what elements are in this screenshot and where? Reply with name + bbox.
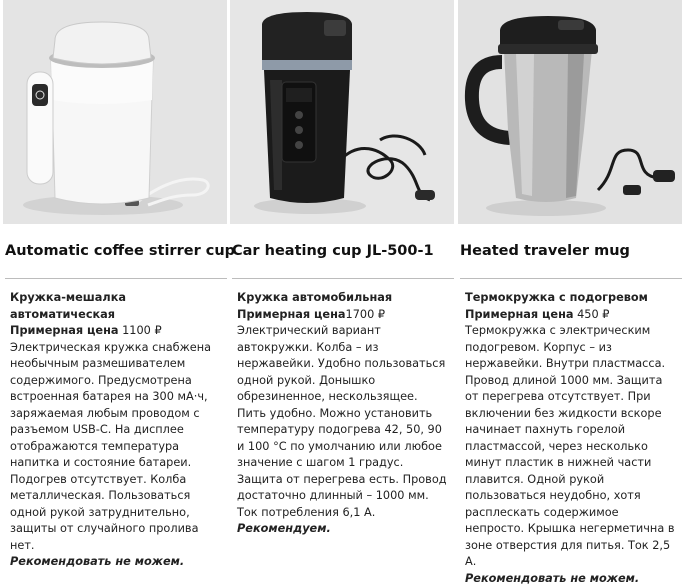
car-cup-illustration (230, 0, 454, 224)
review-verdict: Рекомендовать не можем. (10, 554, 222, 571)
price-value: 1100 ₽ (119, 324, 162, 337)
product-card-car-cup (230, 0, 454, 538)
review-title: Кружка-мешалка автоматическая (10, 290, 222, 323)
product-card-traveler-mug (458, 0, 682, 587)
product-review (458, 279, 677, 587)
product-card-stirrer (3, 0, 227, 571)
price-value: 1700 ₽ (346, 308, 386, 321)
product-review (3, 279, 222, 571)
price-label: Примерная цена (10, 324, 119, 337)
stirrer-cup-illustration (3, 0, 227, 224)
product-name: Car heating cup JL-500-1 (230, 224, 454, 278)
review-text: Электрическая кружка снабжена необычным размешивателем содержимого. Предусмотрена встроенная батарея на 300 мА·ч, заряжаемая любым проводом с разъемом USB‑C. На дисплее отображаются температура напитка и состояние батареи. Подогрев отсутствует. Колба металлическая. Пользоваться одной рукой затруднительно, защиты от случайного пролива нет. (10, 340, 222, 555)
product-photo-traveler-mug (458, 0, 682, 224)
review-text: Электрический вариант автокружки. Колба – из нержавейки. Удобно пользоваться одной рукой. Донышко обрезиненное, нескользящее. Пить удобно. Можно установить температуру подогрева 42, 50, 90 и 100 °С по умолчанию или любое значение с шагом 1 градус. Защита от перегрева есть. Провод достаточно длинный – 1000 мм. Ток потребления 6,1 А. (237, 323, 449, 521)
product-photo-stirrer-cup (3, 0, 227, 224)
product-review (230, 279, 449, 538)
product-name: Heated traveler mug (458, 224, 682, 278)
price-label: Примерная цена (237, 308, 346, 321)
review-title: Термокружка с подогревом (465, 290, 677, 307)
traveler-mug-illustration (458, 0, 682, 224)
price-value: 450 ₽ (574, 308, 610, 321)
price-label: Примерная цена (465, 308, 574, 321)
review-title: Кружка автомобильная (237, 290, 449, 307)
review-text: Термокружка с электрическим подогревом. Корпус – из нержавейки. Внутри пластмасса. Провод длиной 1000 мм. Защита от перегрева отсутствует. При включении без жидкости вскоре начинает пахнуть горелой пластмассой, через несколько минут пластик в нижней части плавится. Одной рукой пользоваться неудобно, хотя расплескать содержимое непросто. Крышка негерметична в зоне отверстия для питья. Ток 2,5 А. (465, 323, 677, 571)
review-verdict: Рекомендовать не можем. (465, 571, 677, 587)
review-verdict: Рекомендуем. (237, 521, 449, 538)
product-name: Automatic coffee stirrer cup (3, 224, 227, 278)
product-photo-car-cup (230, 0, 454, 224)
